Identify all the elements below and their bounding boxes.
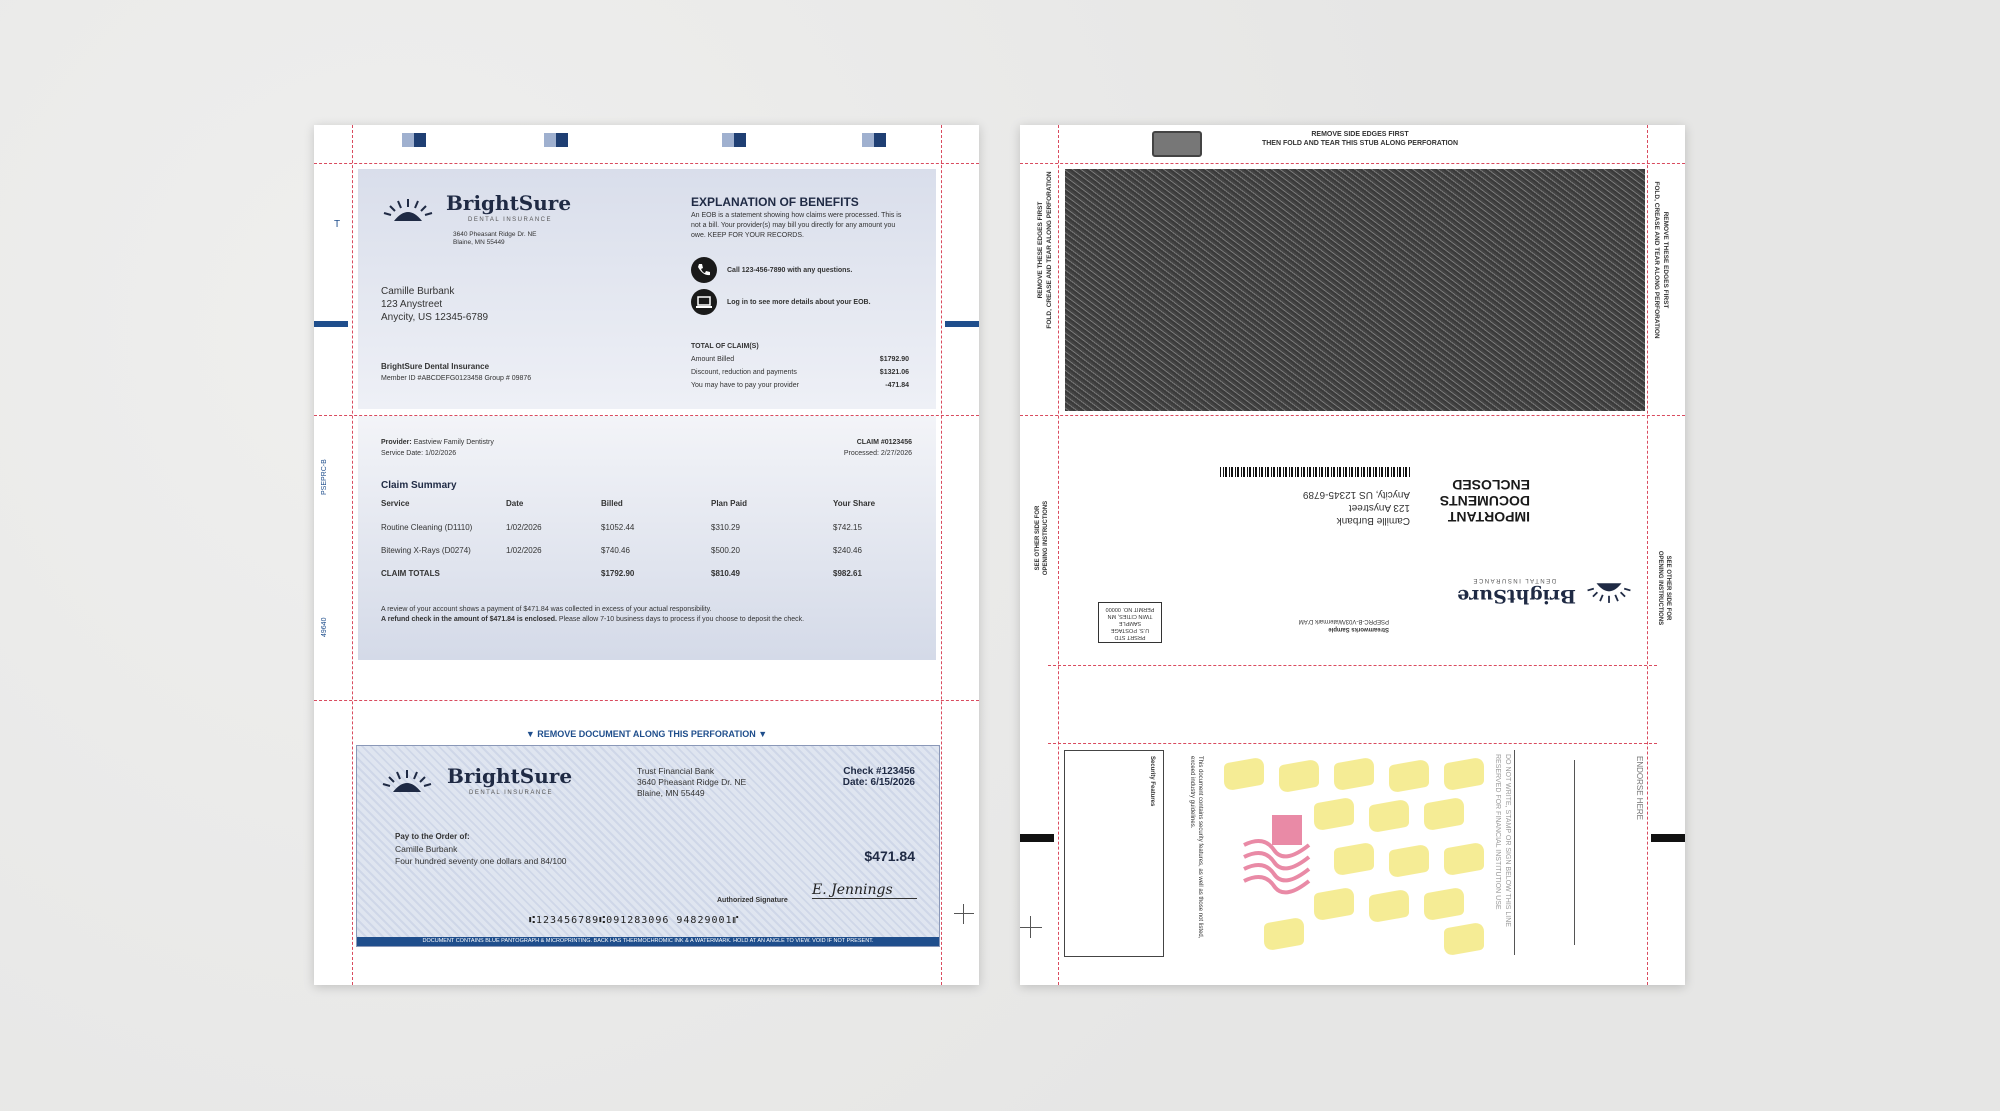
thermochromic-flag bbox=[1424, 886, 1464, 921]
thermochromic-flag bbox=[1314, 886, 1354, 921]
processed-date: Processed: 2/27/2026 bbox=[843, 450, 912, 457]
perforation-horizontal bbox=[314, 700, 979, 701]
thermochromic-flag bbox=[1424, 796, 1464, 831]
thermochromic-flag bbox=[1334, 841, 1374, 876]
mailer-back-sheet bbox=[1020, 125, 1685, 985]
thermochromic-flag bbox=[1389, 843, 1429, 878]
right-instructions: REMOVE THESE EDGES FIRST FOLD, CREASE AND TEAR ALONG PERFORATION bbox=[1653, 181, 1669, 339]
crop-mark bbox=[1020, 927, 1042, 928]
totals-row: Amount Billed $1792.90 bbox=[691, 356, 909, 363]
see-other-side-left: SEE OTHER SIDE FOR OPENING INSTRUCTIONS bbox=[1035, 500, 1049, 576]
totals-title: TOTAL OF CLAIM(S) bbox=[691, 343, 759, 350]
totals-list bbox=[691, 355, 909, 391]
perforation-vertical bbox=[1647, 125, 1648, 985]
table-totals-row: CLAIM TOTALS $1792.90 $810.49 $982.61 bbox=[381, 569, 862, 578]
side-mark bbox=[314, 321, 348, 327]
table-row: Bitewing X-Rays (D0274) 1/02/2026 $740.46 $500.20 $240.46 bbox=[381, 546, 862, 555]
sample-code: Streamworks Sample PSEPRC-B-V03/Watermark D'AM bbox=[1298, 618, 1389, 632]
recipient-address: Camille Burbank 123 Anystreet Anycity, US 12345-6789 bbox=[381, 286, 489, 323]
member-id: Member ID #ABCDEFG0123458 Group # 09876 bbox=[381, 375, 532, 382]
thermochromic-flag bbox=[1389, 758, 1429, 793]
thermochromic-flag bbox=[1444, 921, 1484, 956]
crop-mark bbox=[1030, 916, 1031, 938]
signature-label: Authorized Signature bbox=[717, 897, 788, 904]
eob-title: EXPLANATION OF BENEFITS bbox=[691, 195, 859, 209]
login-text: Log in to see more details about your EOB. bbox=[727, 299, 871, 306]
registration-mark bbox=[734, 133, 746, 147]
side-mark bbox=[1020, 834, 1054, 842]
stub-icon bbox=[1152, 131, 1202, 157]
perforation-vertical bbox=[941, 125, 942, 985]
refund-check bbox=[356, 745, 940, 947]
company-address: 3640 Pheasant Ridge Dr. NE Blaine, MN 55449 bbox=[453, 231, 537, 246]
logo-subtitle: DENTAL INSURANCE bbox=[1471, 577, 1556, 583]
logo-subtitle: DENTAL INSURANCE bbox=[469, 790, 554, 796]
flag-watermark-icon bbox=[1234, 805, 1314, 905]
see-other-side-right: SEE OTHER SIDE FOR OPENING INSTRUCTIONS bbox=[1657, 550, 1671, 626]
security-features-title: Security Features bbox=[1149, 756, 1155, 807]
registration-mark bbox=[862, 133, 874, 147]
logo-name: BrightSure bbox=[446, 191, 572, 215]
thermochromic-flag bbox=[1334, 756, 1374, 791]
do-not-write-notice: DO NOT WRITE, STAMP OR SIGN BELOW THIS LINE RESERVED FOR FINANCIAL INSTITUTION USE bbox=[1494, 754, 1511, 927]
perforation-horizontal bbox=[1020, 415, 1685, 416]
micr-line: ⑆123456789⑆0912830​96 94829001⑈ bbox=[529, 915, 740, 926]
top-instructions: REMOVE SIDE EDGES FIRST THEN FOLD AND TEAR THIS STUB ALONG PERFORATION bbox=[1261, 131, 1459, 147]
registration-mark bbox=[722, 133, 734, 147]
call-text: Call 123-456-7890 with any questions. bbox=[727, 267, 853, 274]
side-mark bbox=[945, 321, 979, 327]
endorse-line bbox=[1514, 750, 1515, 955]
thermochromic-flag bbox=[1444, 841, 1484, 876]
claim-number: CLAIM #0123456 bbox=[856, 439, 912, 446]
security-note: This document contains security features, as well as those not listed, exceed industry guidelines. bbox=[1189, 756, 1203, 939]
phone-icon bbox=[691, 257, 717, 283]
perforation-horizontal bbox=[314, 163, 979, 164]
important-notice: IMPORTANT DOCUMENTS ENCLOSED bbox=[1439, 477, 1530, 525]
pay-label: Pay to the Order of: bbox=[395, 832, 470, 841]
logo-name: BrightSure bbox=[447, 764, 573, 788]
perforation-vertical bbox=[352, 125, 353, 985]
eob-header-panel bbox=[358, 169, 936, 409]
sunrise-logo-icon bbox=[1584, 581, 1634, 607]
plan-name: BrightSure Dental Insurance bbox=[381, 362, 490, 371]
thermochromic-flag bbox=[1224, 756, 1264, 791]
claim-table bbox=[381, 499, 916, 585]
mailing-panel bbox=[1064, 417, 1644, 663]
thermochromic-flag bbox=[1444, 756, 1484, 791]
endorse-here: ENDORSE HERE bbox=[1635, 756, 1644, 821]
registration-mark bbox=[402, 133, 414, 147]
eob-front-sheet bbox=[314, 125, 979, 985]
crop-mark bbox=[954, 913, 974, 914]
logo-subtitle: DENTAL INSURANCE bbox=[468, 217, 553, 223]
left-instructions: REMOVE THESE EDGES FIRST FOLD, CREASE AND TEAR ALONG PERFORATION bbox=[1037, 171, 1053, 329]
sunrise-logo-icon bbox=[380, 195, 436, 223]
postage-indicia: PRSRT STD U.S. POSTAGE SAMPLE TWIN CITIES, MN PERMIT NO. 00000 bbox=[1098, 602, 1162, 643]
thermochromic-flag bbox=[1369, 798, 1409, 833]
registration-mark bbox=[544, 133, 556, 147]
registration-mark bbox=[414, 133, 426, 147]
thermochromic-flag bbox=[1369, 888, 1409, 923]
refund-note: A review of your account shows a payment of $471.84 was collected in excess of your actual responsibility. A refund check in the amount of $471.84 is enclosed. Please allow 7-10 business days to process if you choose to deposit the check. bbox=[381, 606, 805, 623]
table-row: Routine Cleaning (D1110) 1/02/2026 $1052.44 $310.29 $742.15 bbox=[381, 523, 862, 532]
thermochromic-flag bbox=[1279, 758, 1319, 793]
perforation-label: ▼ REMOVE DOCUMENT ALONG THIS PERFORATION ▼ bbox=[525, 729, 768, 739]
sunrise-logo-icon bbox=[379, 766, 435, 794]
registration-mark bbox=[556, 133, 568, 147]
provider-line: Provider: Eastview Family Dentistry bbox=[381, 439, 494, 446]
check-number: Check #123456 Date: 6/15/2026 bbox=[842, 766, 915, 788]
endorse-line bbox=[1574, 760, 1575, 945]
crop-mark bbox=[963, 904, 964, 924]
claim-panel bbox=[358, 416, 936, 660]
totals-row: You may have to pay your provider -471.84 bbox=[691, 382, 909, 389]
thermochromic-flag bbox=[1264, 916, 1304, 951]
thermochromic-flag bbox=[1314, 796, 1354, 831]
payee: Camille Burbank bbox=[395, 844, 458, 854]
mailing-address: Camille Burbank 123 Anystreet Anycity, US 12345-6789 bbox=[1302, 489, 1410, 526]
totals-row: Discount, reduction and payments $1321.06 bbox=[691, 369, 909, 376]
eob-description: An EOB is a statement showing how claims were processed. This is not a bill. Your provider(s) may bill you directly for any amount you owe. KEEP FOR YOUR RECORDS. bbox=[691, 212, 902, 239]
postal-barcode bbox=[1220, 467, 1410, 477]
security-footer: DOCUMENT CONTAINS BLUE PANTOGRAPH & MICROPRINTING. BACK HAS THERMOCHROMIC INK & A WATERMARK. HOLD AT AN ANGLE TO VIEW. VOID IF NOT PRESENT. bbox=[357, 937, 939, 946]
laptop-icon bbox=[691, 289, 717, 315]
bank-address: Trust Financial Bank 3640 Pheasant Ridge Dr. NE Blaine, MN 55449 bbox=[637, 766, 747, 798]
amount-words: Four hundred seventy one dollars and 84/100 bbox=[395, 856, 567, 866]
check-back bbox=[1064, 750, 1644, 955]
security-tint-pattern bbox=[1065, 169, 1645, 411]
perforation-horizontal bbox=[1020, 163, 1685, 164]
claim-summary-title: Claim Summary bbox=[381, 480, 457, 491]
perforation-horizontal bbox=[1048, 743, 1657, 744]
side-letter: T bbox=[334, 219, 341, 230]
service-date: Service Date: 1/02/2026 bbox=[381, 450, 457, 457]
signature: E. Jennings bbox=[812, 882, 917, 899]
table-header: Service Date Billed Plan Paid Your Share bbox=[381, 499, 876, 508]
side-code: 49640 bbox=[321, 617, 328, 637]
side-code: PSEPRC-B bbox=[321, 459, 328, 495]
registration-mark bbox=[874, 133, 886, 147]
logo-name: BrightSure bbox=[1457, 585, 1576, 607]
perforation-horizontal bbox=[1048, 665, 1657, 666]
side-mark bbox=[1651, 834, 1685, 842]
check-amount: $471.84 bbox=[864, 848, 915, 864]
perforation-vertical bbox=[1058, 125, 1059, 985]
